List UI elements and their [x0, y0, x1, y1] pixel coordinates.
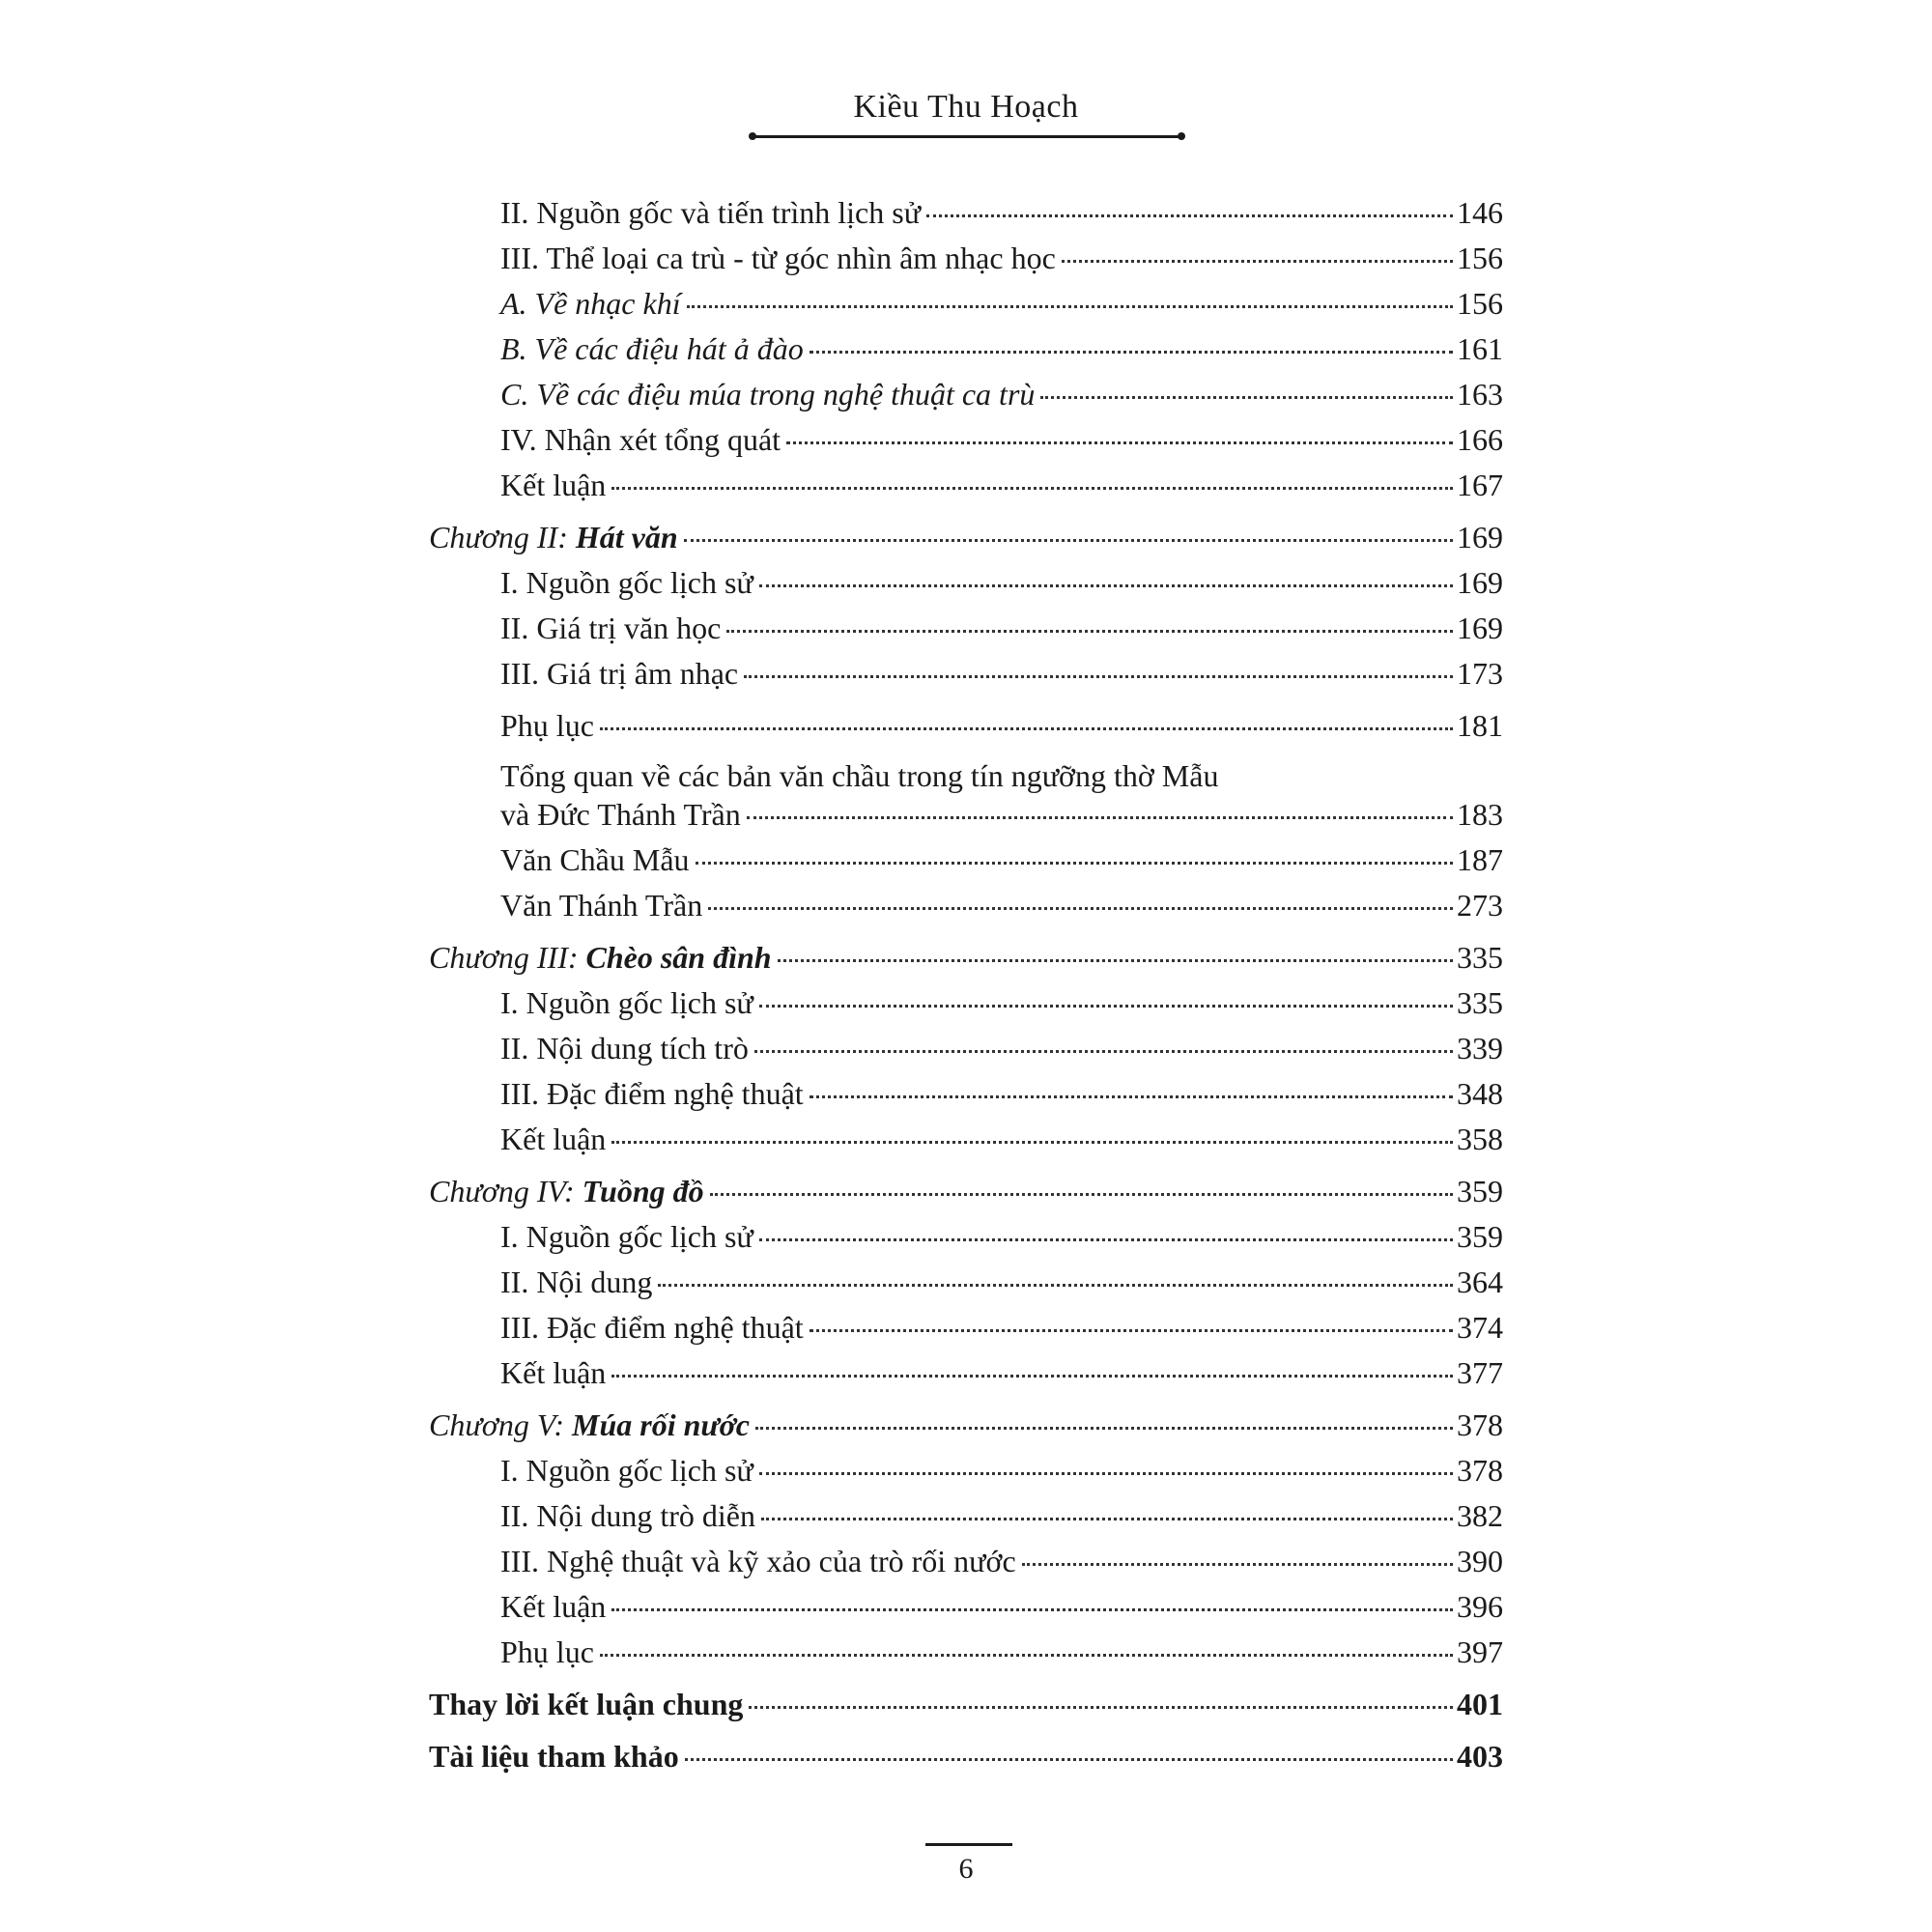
toc-entry-page: 374: [1457, 1310, 1503, 1345]
toc-entry-label: IV. Nhận xét tổng quát: [500, 422, 781, 457]
toc-entry-page: 348: [1457, 1076, 1503, 1111]
toc-entry: [429, 284, 1503, 323]
toc-entry: [429, 1737, 1503, 1776]
toc-entry: [429, 1074, 1503, 1113]
toc-entry: [429, 1172, 1503, 1210]
dot-leader: [786, 441, 1453, 444]
dot-leader: [810, 1095, 1453, 1098]
toc-entry-page: 183: [1457, 797, 1503, 832]
toc-entry-page: 273: [1457, 888, 1503, 923]
toc-entry-label: [429, 938, 772, 977]
toc-entry: [429, 886, 1503, 924]
chapter-title: Tuồng đồ: [582, 1174, 704, 1208]
toc-entry-page: 166: [1457, 422, 1503, 457]
toc-entry-label: II. Giá trị văn học: [500, 611, 722, 645]
dot-leader: [611, 1141, 1453, 1144]
dot-leader: [759, 1472, 1453, 1475]
dot-leader: [726, 630, 1453, 633]
dot-leader: [1022, 1563, 1453, 1566]
toc-entry-label: II. Nội dung: [500, 1264, 653, 1299]
dot-leader: [926, 214, 1453, 217]
toc-entry-page: 335: [1457, 985, 1503, 1020]
dot-leader: [744, 675, 1453, 678]
toc-entry: [429, 756, 1503, 834]
toc-entry-page: 173: [1457, 656, 1503, 691]
chapter-number: Chương IV:: [429, 1174, 582, 1208]
dot-leader: [810, 1329, 1453, 1332]
toc-entry-page: 161: [1457, 331, 1503, 366]
toc-entry-page: 181: [1457, 708, 1503, 743]
toc-entry: [429, 1029, 1503, 1067]
toc-entry: [429, 193, 1503, 232]
dot-leader: [600, 727, 1453, 730]
dot-leader: [747, 816, 1453, 819]
toc-entry-page: 187: [1457, 842, 1503, 877]
toc-entry-page: 335: [1457, 940, 1503, 975]
toc-entry: [429, 1353, 1503, 1392]
toc-entry-label: II. Nội dung trò diễn: [500, 1498, 755, 1533]
toc-entry-page: 401: [1457, 1687, 1503, 1721]
toc-entry: [429, 706, 1503, 745]
toc-entry: [429, 1308, 1503, 1347]
toc-entry: [429, 1587, 1503, 1626]
toc-entry-page: 169: [1457, 520, 1503, 554]
toc-entry-page: 378: [1457, 1407, 1503, 1442]
toc-entry-page: 163: [1457, 377, 1503, 412]
dot-leader: [759, 1238, 1453, 1241]
dot-leader: [611, 487, 1453, 490]
toc-entry-label: III. Nghệ thuật và kỹ xảo của trò rối nước: [500, 1544, 1016, 1578]
toc-entry: [429, 518, 1503, 556]
dot-leader: [755, 1427, 1453, 1430]
dot-leader: [708, 907, 1453, 910]
toc-entry-page: 390: [1457, 1544, 1503, 1578]
toc-entry-label: II. Nội dung tích trò: [500, 1031, 749, 1065]
toc-entry-page: 167: [1457, 468, 1503, 502]
toc-entry-label: III. Thể loại ca trù - từ góc nhìn âm nhạc học: [500, 241, 1056, 275]
toc-entry-label: Kết luận: [500, 1122, 607, 1156]
dot-leader: [600, 1654, 1453, 1657]
dot-leader: [778, 959, 1453, 962]
toc-entry: [429, 1217, 1503, 1256]
toc-entry: [429, 1263, 1503, 1301]
toc-entry-page: 378: [1457, 1453, 1503, 1488]
toc-entry-label: Phụ lục: [500, 708, 594, 743]
toc-entry: [429, 609, 1503, 647]
toc-entry-page: 403: [1457, 1739, 1503, 1774]
dot-leader: [759, 1005, 1453, 1008]
toc-entry-page: 169: [1457, 565, 1503, 600]
toc-entry-label: B. Về các điệu hát ả đào: [500, 331, 804, 366]
toc-entry-label: I. Nguồn gốc lịch sử: [500, 1453, 753, 1488]
toc-entry-label: I. Nguồn gốc lịch sử: [500, 985, 753, 1020]
toc-entry-label: III. Đặc điểm nghệ thuật: [500, 1076, 804, 1111]
toc-entry-label: Kết luận: [500, 1355, 607, 1390]
toc-entry-label: và Đức Thánh Trần: [500, 797, 741, 832]
toc-entry-page: 397: [1457, 1634, 1503, 1669]
toc-entry-label: II. Nguồn gốc và tiến trình lịch sử: [500, 195, 922, 230]
dot-leader: [611, 1375, 1453, 1378]
dot-leader: [685, 1758, 1453, 1761]
dot-leader: [696, 862, 1453, 865]
toc-entry: [429, 1633, 1503, 1671]
toc-entry-label: III. Giá trị âm nhạc: [500, 656, 739, 691]
dot-leader: [687, 305, 1453, 308]
toc-entry: [429, 1496, 1503, 1535]
dot-leader: [1040, 396, 1453, 399]
dot-leader: [658, 1284, 1453, 1287]
toc-entry: [429, 375, 1503, 413]
toc-entry-label: C. Về các điệu múa trong nghệ thuật ca trù: [500, 377, 1036, 412]
toc-entry-page: 359: [1457, 1174, 1503, 1208]
toc-entry: [429, 1542, 1503, 1580]
chapter-number: Chương II:: [429, 520, 576, 554]
dot-leader: [759, 584, 1453, 587]
toc-entry-label: I. Nguồn gốc lịch sử: [500, 565, 753, 600]
toc-entry-label: A. Về nhạc khí: [500, 286, 681, 321]
toc-entry: [429, 1451, 1503, 1490]
chapter-title: Hát văn: [575, 520, 678, 554]
toc-entry-page: 377: [1457, 1355, 1503, 1390]
toc-entry-page: 339: [1457, 1031, 1503, 1065]
toc-entry: [429, 1685, 1503, 1723]
running-header: Kiều Thu Hoạch: [853, 89, 1079, 125]
toc-entry-page: 364: [1457, 1264, 1503, 1299]
toc-entry-label: III. Đặc điểm nghệ thuật: [500, 1310, 804, 1345]
toc-entry-page: 382: [1457, 1498, 1503, 1533]
toc-entry-page: 146: [1457, 195, 1503, 230]
toc-entry: [429, 563, 1503, 602]
toc-entry: [429, 983, 1503, 1022]
toc-entry-label: Kết luận: [500, 468, 607, 502]
dot-leader: [1062, 260, 1453, 263]
toc-entry-label: Văn Thánh Trần: [500, 888, 703, 923]
toc-entry: [429, 466, 1503, 504]
toc-entry-label: Văn Chầu Mẫu: [500, 842, 690, 877]
toc-entry-page: 156: [1457, 286, 1503, 321]
footer-rule: [925, 1843, 1012, 1846]
chapter-number: Chương III:: [429, 940, 586, 975]
toc-entry-label-line1: Tổng quan về các bản văn chầu trong tín ngưỡng thờ Mẫu: [500, 758, 1219, 793]
toc-entry-page: 156: [1457, 241, 1503, 275]
toc-entry-label: Phụ lục: [500, 1634, 594, 1669]
toc-entry-label: [429, 1172, 704, 1210]
toc-entry: [429, 1120, 1503, 1158]
toc-entry-label: Tài liệu tham khảo: [429, 1739, 679, 1774]
header-rule: [752, 135, 1182, 138]
toc-entry-label: [429, 1406, 750, 1444]
toc-entry: [429, 420, 1503, 459]
dot-leader: [684, 539, 1453, 542]
toc-entry-page: 359: [1457, 1219, 1503, 1254]
toc-entry-label: Thay lời kết luận chung: [429, 1687, 744, 1721]
toc-entry-label: I. Nguồn gốc lịch sử: [500, 1219, 753, 1254]
chapter-number: Chương V:: [429, 1407, 572, 1442]
toc-entry: [429, 938, 1503, 977]
dot-leader: [611, 1608, 1453, 1611]
toc-entry-label: [429, 518, 678, 556]
toc-entry-page: 169: [1457, 611, 1503, 645]
dot-leader: [710, 1193, 1453, 1196]
dot-leader: [749, 1706, 1453, 1709]
toc-entry: [429, 239, 1503, 277]
toc-entry-page: 396: [1457, 1589, 1503, 1624]
toc-entry: [429, 840, 1503, 879]
chapter-title: Múa rối nước: [572, 1407, 750, 1442]
toc-entry-page: 358: [1457, 1122, 1503, 1156]
toc-entry: [429, 654, 1503, 693]
table-of-contents: [429, 193, 1503, 1776]
toc-entry: [429, 329, 1503, 368]
toc-entry: [429, 1406, 1503, 1444]
dot-leader: [761, 1518, 1453, 1520]
toc-entry-label: Kết luận: [500, 1589, 607, 1624]
chapter-title: Chèo sân đình: [585, 940, 772, 975]
dot-leader: [810, 351, 1453, 354]
dot-leader: [754, 1050, 1453, 1053]
page-number: 6: [958, 1853, 974, 1885]
